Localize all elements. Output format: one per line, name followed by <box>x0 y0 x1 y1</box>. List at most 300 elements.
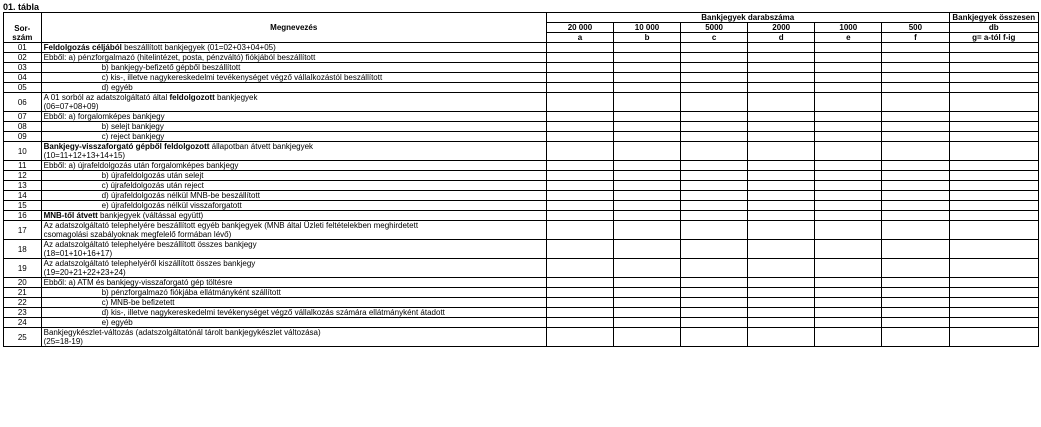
value-cell[interactable] <box>815 211 882 221</box>
row-number: 24 <box>4 318 42 328</box>
table-row <box>4 318 1039 328</box>
value-cell[interactable] <box>613 201 680 211</box>
row-formula: csomagolási szabályoknak megfelelő formában lévő) <box>43 230 232 239</box>
value-cell[interactable] <box>882 93 949 112</box>
row-number: 11 <box>4 161 42 171</box>
row-number: 08 <box>4 122 42 132</box>
value-cell[interactable] <box>546 308 613 318</box>
table-row <box>4 43 1039 53</box>
value-cell[interactable] <box>949 171 1039 181</box>
value-cell[interactable] <box>613 308 680 318</box>
table-row <box>4 288 1039 298</box>
header-group-darabszam: Bankjegyek darabszáma <box>546 13 949 23</box>
table-row <box>4 83 1039 93</box>
table-row <box>4 93 1039 112</box>
row-formula: (25=18-19) <box>43 337 83 346</box>
value-cell[interactable] <box>613 181 680 191</box>
row-description <box>41 53 546 63</box>
header-col-b: b <box>613 33 680 43</box>
value-cell[interactable] <box>949 240 1039 259</box>
row-text: b) selejt bankjegy <box>101 122 164 131</box>
row-description <box>41 63 546 73</box>
value-cell[interactable] <box>681 318 748 328</box>
value-cell[interactable] <box>613 83 680 93</box>
value-cell[interactable] <box>748 201 815 211</box>
row-description <box>41 122 546 132</box>
row-description <box>41 298 546 308</box>
row-text: e) újrafeldolgozás nélkül visszaforgatott <box>101 201 242 210</box>
value-cell[interactable] <box>546 181 613 191</box>
value-cell[interactable] <box>613 53 680 63</box>
value-cell[interactable] <box>949 211 1039 221</box>
value-cell[interactable] <box>681 53 748 63</box>
value-cell[interactable] <box>882 240 949 259</box>
row-text: bankjegyek <box>214 93 258 102</box>
row-text: e) egyéb <box>101 318 133 327</box>
value-cell[interactable] <box>882 142 949 161</box>
value-cell[interactable] <box>815 308 882 318</box>
value-cell[interactable] <box>882 288 949 298</box>
value-cell[interactable] <box>748 63 815 73</box>
value-cell[interactable] <box>546 259 613 278</box>
value-cell[interactable] <box>613 142 680 161</box>
value-cell[interactable] <box>681 122 748 132</box>
value-cell[interactable] <box>613 73 680 83</box>
table-title: 01. tábla <box>3 2 40 12</box>
value-cell[interactable] <box>681 112 748 122</box>
value-cell[interactable] <box>949 132 1039 142</box>
value-cell[interactable] <box>748 132 815 142</box>
value-cell[interactable] <box>882 328 949 347</box>
row-text: Bankjegykészlet-változás (adatszolgáltatónál tárolt bankjegykészlet változása) <box>43 328 321 337</box>
row-text: c) újrafeldolgozás után reject <box>101 181 204 190</box>
table-row <box>4 328 1039 347</box>
value-cell[interactable] <box>748 288 815 298</box>
value-cell[interactable] <box>748 221 815 240</box>
value-cell[interactable] <box>613 122 680 132</box>
value-cell[interactable] <box>748 240 815 259</box>
table-row <box>4 259 1039 278</box>
row-description <box>41 221 546 240</box>
value-cell[interactable] <box>546 171 613 181</box>
row-description <box>41 112 546 122</box>
row-description <box>41 259 546 278</box>
value-cell[interactable] <box>613 93 680 112</box>
value-cell[interactable] <box>949 161 1039 171</box>
value-cell[interactable] <box>748 259 815 278</box>
table-row <box>4 132 1039 142</box>
row-text: d) újrafeldolgozás nélkül MNB-be beszállított <box>101 191 260 200</box>
value-cell[interactable] <box>815 73 882 83</box>
row-number: 18 <box>4 240 42 259</box>
value-cell[interactable] <box>815 191 882 201</box>
row-formula: (06=07+08+09) <box>43 102 99 111</box>
value-cell[interactable] <box>748 328 815 347</box>
value-cell[interactable] <box>949 112 1039 122</box>
value-cell[interactable] <box>815 63 882 73</box>
table-row <box>4 308 1039 318</box>
value-cell[interactable] <box>949 63 1039 73</box>
value-cell[interactable] <box>546 298 613 308</box>
value-cell[interactable] <box>815 278 882 288</box>
value-cell[interactable] <box>882 63 949 73</box>
value-cell[interactable] <box>949 73 1039 83</box>
row-text: c) reject bankjegy <box>101 132 165 141</box>
row-number: 13 <box>4 181 42 191</box>
value-cell[interactable] <box>748 181 815 191</box>
table-row <box>4 240 1039 259</box>
value-cell[interactable] <box>613 171 680 181</box>
row-description <box>41 73 546 83</box>
row-text: bankjegyek (váltással együtt) <box>97 211 204 220</box>
value-cell[interactable] <box>546 318 613 328</box>
value-cell[interactable] <box>815 318 882 328</box>
value-cell[interactable] <box>949 201 1039 211</box>
row-text-pre: A 01 sorból az adatszolgáltató által <box>43 93 170 102</box>
value-cell[interactable] <box>882 181 949 191</box>
value-cell[interactable] <box>546 83 613 93</box>
header-group-osszesen: Bankjegyek összesen <box>949 13 1039 23</box>
value-cell[interactable] <box>681 211 748 221</box>
value-cell[interactable] <box>815 132 882 142</box>
header-denom-5000: 5000 <box>681 23 748 33</box>
value-cell[interactable] <box>748 83 815 93</box>
row-text-bold: Feldolgozás céljából <box>43 43 122 52</box>
row-formula: (19=20+21+22+23+24) <box>43 268 126 277</box>
value-cell[interactable] <box>613 63 680 73</box>
header-denom-2000: 2000 <box>748 23 815 33</box>
row-text: Az adatszolgáltató telephelyére beszállított összes bankjegy <box>43 240 257 249</box>
row-number: 12 <box>4 171 42 181</box>
row-number: 23 <box>4 308 42 318</box>
value-cell[interactable] <box>681 161 748 171</box>
header-total-unit: db <box>949 23 1039 33</box>
value-cell[interactable] <box>882 53 949 63</box>
row-number: 19 <box>4 259 42 278</box>
value-cell[interactable] <box>613 240 680 259</box>
row-number: 02 <box>4 53 42 63</box>
value-cell[interactable] <box>815 161 882 171</box>
table-row <box>4 298 1039 308</box>
table-body <box>4 43 1039 347</box>
value-cell[interactable] <box>681 259 748 278</box>
header-sorszam-top: Sor- <box>4 13 42 33</box>
value-cell[interactable] <box>546 73 613 83</box>
row-text: d) kis-, illetve nagykereskedelmi tevékenységet végző vállalkozás számára ellátmányként átadott <box>101 308 445 317</box>
row-text: Az adatszolgáltató telephelyéről kiszállított összes bankjegy <box>43 259 256 268</box>
row-formula: (18=01+10+16+17) <box>43 249 113 258</box>
value-cell[interactable] <box>546 201 613 211</box>
value-cell[interactable] <box>949 181 1039 191</box>
value-cell[interactable] <box>882 132 949 142</box>
value-cell[interactable] <box>546 93 613 112</box>
value-cell[interactable] <box>815 53 882 63</box>
value-cell[interactable] <box>546 278 613 288</box>
header-col-f: f <box>882 33 949 43</box>
table-row <box>4 201 1039 211</box>
row-description <box>41 240 546 259</box>
value-cell[interactable] <box>949 308 1039 318</box>
row-text-bold: MNB-től átvett <box>43 211 98 220</box>
row-number: 21 <box>4 288 42 298</box>
value-cell[interactable] <box>681 308 748 318</box>
value-cell[interactable] <box>546 161 613 171</box>
value-cell[interactable] <box>815 201 882 211</box>
value-cell[interactable] <box>613 259 680 278</box>
row-description <box>41 83 546 93</box>
value-cell[interactable] <box>748 171 815 181</box>
value-cell[interactable] <box>681 181 748 191</box>
value-cell[interactable] <box>748 191 815 201</box>
row-text: b) pénzforgalmazó fiókjába ellátmányként szállított <box>101 288 281 297</box>
value-cell[interactable] <box>546 112 613 122</box>
value-cell[interactable] <box>815 328 882 347</box>
row-number: 07 <box>4 112 42 122</box>
row-description <box>41 142 546 161</box>
value-cell[interactable] <box>882 171 949 181</box>
value-cell[interactable] <box>815 142 882 161</box>
row-text: Ebből: a) forgalomképes bankjegy <box>43 112 165 121</box>
value-cell[interactable] <box>882 298 949 308</box>
header-denom-1000: 1000 <box>815 23 882 33</box>
value-cell[interactable] <box>882 161 949 171</box>
value-cell[interactable] <box>949 221 1039 240</box>
row-number: 14 <box>4 191 42 201</box>
value-cell[interactable] <box>882 201 949 211</box>
header-col-a: a <box>546 33 613 43</box>
row-number: 15 <box>4 201 42 211</box>
value-cell[interactable] <box>613 112 680 122</box>
value-cell[interactable] <box>681 191 748 201</box>
row-description <box>41 308 546 318</box>
row-text: c) MNB-be befizetett <box>101 298 175 307</box>
value-cell[interactable] <box>882 43 949 53</box>
value-cell[interactable] <box>613 278 680 288</box>
value-cell[interactable] <box>613 318 680 328</box>
row-text: Ebből: a) újrafeldolgozás után forgalomképes bankjegy <box>43 161 239 170</box>
value-cell[interactable] <box>613 211 680 221</box>
value-cell[interactable] <box>815 288 882 298</box>
value-cell[interactable] <box>681 221 748 240</box>
row-text-bold: feldolgozott <box>169 93 215 102</box>
value-cell[interactable] <box>681 201 748 211</box>
value-cell[interactable] <box>546 191 613 201</box>
row-text: Ebből: a) ATM és bankjegy-visszaforgató gép töltésre <box>43 278 233 287</box>
row-description <box>41 132 546 142</box>
row-description <box>41 191 546 201</box>
row-description <box>41 211 546 221</box>
value-cell[interactable] <box>815 240 882 259</box>
value-cell[interactable] <box>949 288 1039 298</box>
value-cell[interactable] <box>882 83 949 93</box>
value-cell[interactable] <box>748 53 815 63</box>
row-number: 01 <box>4 43 42 53</box>
value-cell[interactable] <box>681 278 748 288</box>
value-cell[interactable] <box>748 93 815 112</box>
value-cell[interactable] <box>613 298 680 308</box>
value-cell[interactable] <box>546 288 613 298</box>
value-cell[interactable] <box>815 259 882 278</box>
table-row <box>4 191 1039 201</box>
value-cell[interactable] <box>815 171 882 181</box>
value-cell[interactable] <box>949 328 1039 347</box>
row-description <box>41 318 546 328</box>
row-text: b) bankjegy-befizető gépből beszállított <box>101 63 241 72</box>
value-cell[interactable] <box>748 308 815 318</box>
value-cell[interactable] <box>613 132 680 142</box>
row-text: Ebből: a) pénzforgalmazó (hitelintézet, posta, pénzváltó) fiókjából beszállított <box>43 53 316 62</box>
value-cell[interactable] <box>882 308 949 318</box>
row-text-bold: Bankjegy-visszaforgató gépből feldolgozott <box>43 142 210 151</box>
value-cell[interactable] <box>681 73 748 83</box>
row-number: 05 <box>4 83 42 93</box>
value-cell[interactable] <box>748 278 815 288</box>
row-number: 09 <box>4 132 42 142</box>
value-cell[interactable] <box>613 221 680 240</box>
row-description <box>41 288 546 298</box>
row-description <box>41 43 546 53</box>
value-cell[interactable] <box>546 142 613 161</box>
row-text: Az adatszolgáltató telephelyére beszállított egyéb bankjegyek (MNB által Üzleti feltételekben meghirdetett <box>43 221 419 230</box>
header-denom-20000: 20 000 <box>546 23 613 33</box>
row-description <box>41 171 546 181</box>
value-cell[interactable] <box>748 318 815 328</box>
value-cell[interactable] <box>748 298 815 308</box>
value-cell[interactable] <box>882 221 949 240</box>
row-number: 16 <box>4 211 42 221</box>
value-cell[interactable] <box>681 83 748 93</box>
value-cell[interactable] <box>748 73 815 83</box>
table-row <box>4 171 1039 181</box>
value-cell[interactable] <box>546 132 613 142</box>
value-cell[interactable] <box>815 298 882 308</box>
row-description <box>41 161 546 171</box>
value-cell[interactable] <box>748 43 815 53</box>
value-cell[interactable] <box>949 43 1039 53</box>
value-cell[interactable] <box>815 181 882 191</box>
value-cell[interactable] <box>613 288 680 298</box>
value-cell[interactable] <box>546 53 613 63</box>
header-sorszam-bottom: szám <box>4 33 42 43</box>
value-cell[interactable] <box>613 328 680 347</box>
row-number: 06 <box>4 93 42 112</box>
value-cell[interactable] <box>546 122 613 132</box>
value-cell[interactable] <box>748 211 815 221</box>
table-row <box>4 112 1039 122</box>
value-cell[interactable] <box>815 112 882 122</box>
value-cell[interactable] <box>949 278 1039 288</box>
row-text: állapotban átvett bankjegyek <box>209 142 314 151</box>
value-cell[interactable] <box>681 43 748 53</box>
value-cell[interactable] <box>949 318 1039 328</box>
table-row <box>4 122 1039 132</box>
value-cell[interactable] <box>949 122 1039 132</box>
header-megnevezes: Megnevezés <box>41 13 546 43</box>
row-text: d) egyéb <box>101 83 133 92</box>
value-cell[interactable] <box>546 240 613 259</box>
table-row <box>4 211 1039 221</box>
value-cell[interactable] <box>613 161 680 171</box>
row-description <box>41 181 546 191</box>
value-cell[interactable] <box>882 122 949 132</box>
value-cell[interactable] <box>882 73 949 83</box>
row-text: c) kis-, illetve nagykereskedelmi tevékenységet végző vállalkozástól beszállított <box>101 73 383 82</box>
row-number: 04 <box>4 73 42 83</box>
row-text: beszállított bankjegyek (01=02+03+04+05) <box>121 43 276 52</box>
value-cell[interactable] <box>681 328 748 347</box>
value-cell[interactable] <box>815 93 882 112</box>
value-cell[interactable] <box>748 161 815 171</box>
table-row <box>4 221 1039 240</box>
row-description <box>41 278 546 288</box>
value-cell[interactable] <box>546 43 613 53</box>
row-number: 22 <box>4 298 42 308</box>
value-cell[interactable] <box>748 112 815 122</box>
value-cell[interactable] <box>949 298 1039 308</box>
value-cell[interactable] <box>882 259 949 278</box>
value-cell[interactable] <box>681 132 748 142</box>
value-cell[interactable] <box>613 43 680 53</box>
value-cell[interactable] <box>681 298 748 308</box>
value-cell[interactable] <box>613 191 680 201</box>
header-col-d: d <box>748 33 815 43</box>
row-number: 03 <box>4 63 42 73</box>
row-formula: (10=11+12+13+14+15) <box>43 151 126 160</box>
value-cell[interactable] <box>882 211 949 221</box>
table-row <box>4 63 1039 73</box>
value-cell[interactable] <box>681 142 748 161</box>
value-cell[interactable] <box>748 122 815 132</box>
value-cell[interactable] <box>882 112 949 122</box>
value-cell[interactable] <box>949 259 1039 278</box>
value-cell[interactable] <box>815 83 882 93</box>
value-cell[interactable] <box>882 191 949 201</box>
row-number: 17 <box>4 221 42 240</box>
value-cell[interactable] <box>882 278 949 288</box>
value-cell[interactable] <box>815 221 882 240</box>
value-cell[interactable] <box>681 240 748 259</box>
value-cell[interactable] <box>949 83 1039 93</box>
row-number: 25 <box>4 328 42 347</box>
value-cell[interactable] <box>681 93 748 112</box>
value-cell[interactable] <box>949 93 1039 112</box>
row-description <box>41 201 546 211</box>
row-description <box>41 328 546 347</box>
header-col-g: g= a-tól f-ig <box>949 33 1039 43</box>
value-cell[interactable] <box>546 328 613 347</box>
value-cell[interactable] <box>546 221 613 240</box>
value-cell[interactable] <box>546 63 613 73</box>
header-denom-10000: 10 000 <box>613 23 680 33</box>
header-denom-500: 500 <box>882 23 949 33</box>
value-cell[interactable] <box>748 142 815 161</box>
table-row <box>4 181 1039 191</box>
value-cell[interactable] <box>949 142 1039 161</box>
value-cell[interactable] <box>815 43 882 53</box>
value-cell[interactable] <box>815 122 882 132</box>
row-text: b) újrafeldolgozás után selejt <box>101 171 204 180</box>
table-row <box>4 142 1039 161</box>
value-cell[interactable] <box>949 53 1039 63</box>
value-cell[interactable] <box>882 318 949 328</box>
value-cell[interactable] <box>681 288 748 298</box>
table-row <box>4 278 1039 288</box>
value-cell[interactable] <box>681 171 748 181</box>
value-cell[interactable] <box>546 211 613 221</box>
value-cell[interactable] <box>949 191 1039 201</box>
table-row <box>4 53 1039 63</box>
value-cell[interactable] <box>681 63 748 73</box>
